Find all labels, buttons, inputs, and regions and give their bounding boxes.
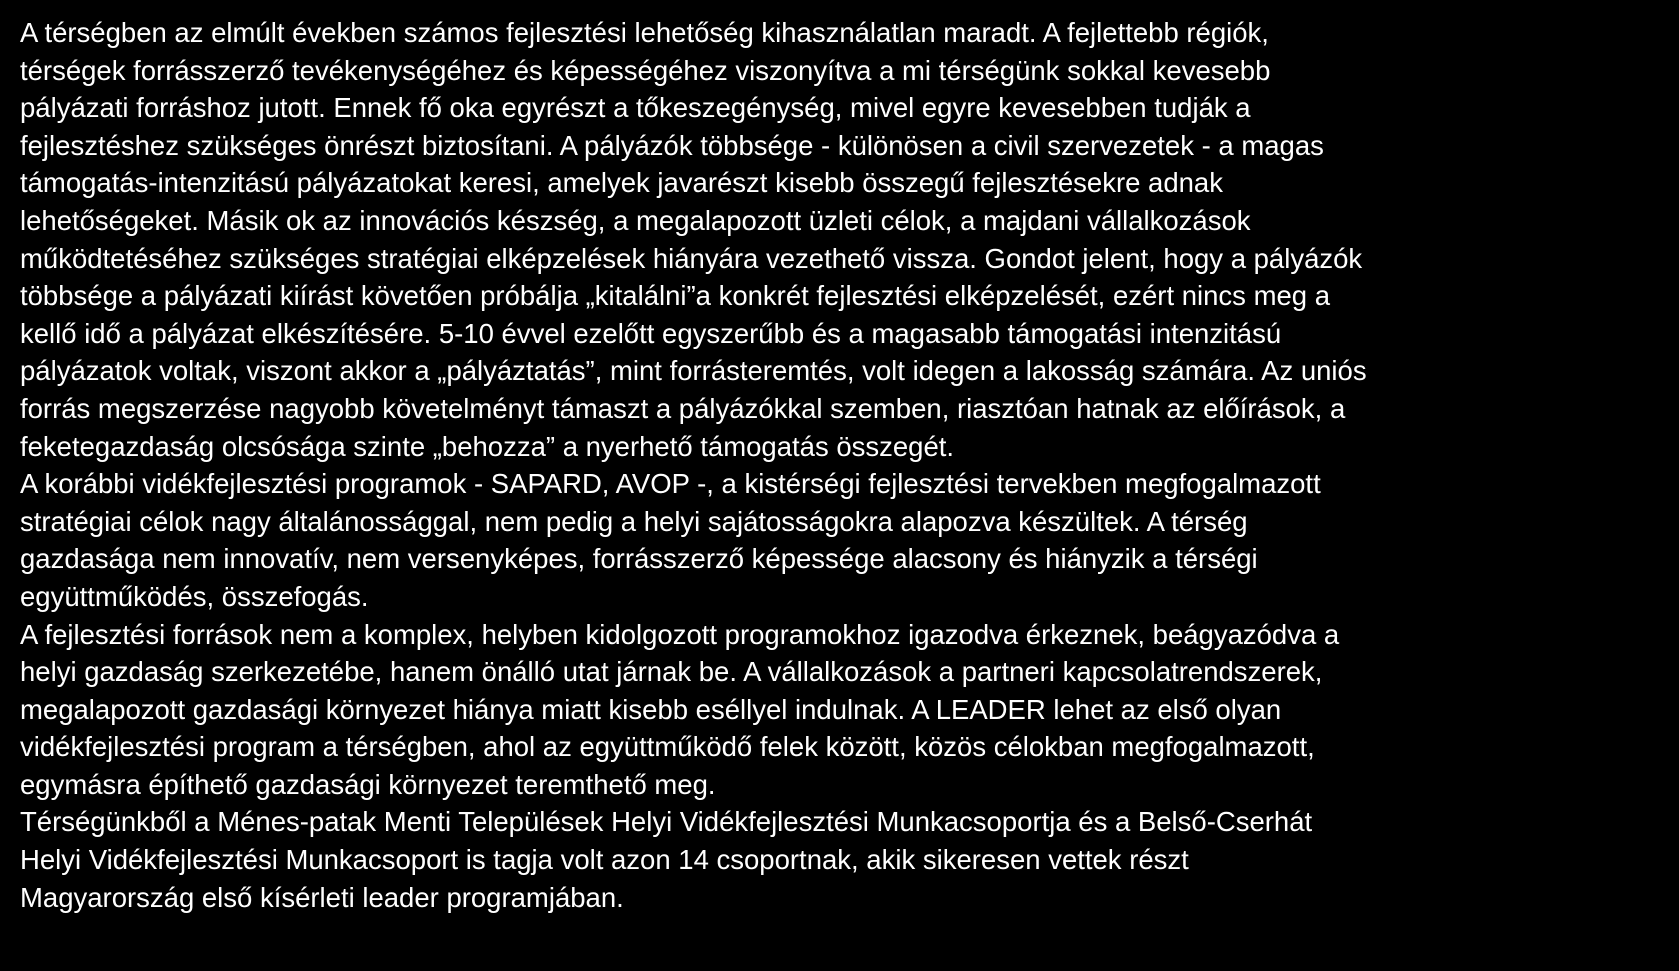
text-line: lehetőségeket. Másik ok az innovációs készség, a megalapozott üzleti célok, a majdani vállalkozások xyxy=(20,204,1251,236)
text-line: működtetéséhez szükséges stratégiai elképzelések hiányára vezethető vissza. Gondot jelent, hogy a pályázók xyxy=(20,242,1363,274)
text-line: feketegazdaság olcsósága szinte „behozza” a nyerhető támogatás összegét. xyxy=(20,430,955,462)
text-line: Helyi Vidékfejlesztési Munkacsoport is tagja volt azon 14 csoportnak, akik sikeresen vettek részt xyxy=(20,844,1189,876)
text-line: stratégiai célok nagy általánossággal, nem pedig a helyi sajátosságokra alapozva készültek. A térség xyxy=(20,505,1248,537)
text-line: A korábbi vidékfejlesztési programok - SAPARD, AVOP -, a kistérségi fejlesztési tervekben megfogalmazott xyxy=(20,468,1321,500)
text-line: pályázati forráshoz jutott. Ennek fő oka egyrészt a tőkeszegénység, mivel egyre kevesebben tudják a xyxy=(20,92,1251,124)
text-line: helyi gazdaság szerkezetébe, hanem önálló utat járnak be. A vállalkozások a partneri kapcsolatrendszerek, xyxy=(20,656,1323,688)
text-line: megalapozott gazdasági környezet hiánya miatt kisebb eséllyel indulnak. A LEADER lehet az első olyan xyxy=(20,693,1282,725)
text-line: pályázatok voltak, viszont akkor a „pályáztatás”, mint forrásteremtés, volt idegen a lakosság számára. Az uniós xyxy=(20,355,1367,387)
text-line: kellő idő a pályázat elkészítésére. 5-10 évvel ezelőtt egyszerűbb és a magasabb támogatási intenzitású xyxy=(20,317,1282,349)
text-line: gazdasága nem innovatív, nem versenyképes, forrásszerző képessége alacsony és hiányzik a térségi xyxy=(20,543,1258,575)
text-line: egymásra építhető gazdasági környezet teremthető meg. xyxy=(20,768,716,800)
text-line: A fejlesztési források nem a komplex, helyben kidolgozott programokhoz igazodva érkeznek, beágyazódva a xyxy=(20,618,1340,650)
text-line: fejlesztéshez szükséges önrészt biztosítani. A pályázók többsége - különösen a civil szervezetek - a magas xyxy=(20,129,1324,161)
text-line: forrás megszerzése nagyobb követelményt támaszt a pályázókkal szemben, riasztóan hatnak az előírások, a xyxy=(20,392,1346,424)
text-line: Térségünkből a Ménes-patak Menti Települések Helyi Vidékfejlesztési Munkacsoportja és a Belső-Cserhát xyxy=(20,806,1313,838)
text-line: többsége a pályázati kiírást követően próbálja „kitalálni”a konkrét fejlesztési elképzelését, ezért nincs meg a xyxy=(20,280,1330,312)
text-line: Magyarország első kísérleti leader programjában. xyxy=(20,881,624,913)
text-line: térségek forrásszerző tevékenységéhez és képességéhez viszonyítva a mi térségünk sokkal kevesebb xyxy=(20,54,1271,86)
text-line: együttműködés, összefogás. xyxy=(20,580,369,612)
text-line: támogatás-intenzitású pályázatokat keresi, amelyek javarészt kisebb összegű fejlesztésekre adnak xyxy=(20,167,1223,199)
text-line: A térségben az elmúlt években számos fejlesztési lehetőség kihasználatlan maradt. A fejlettebb régiók, xyxy=(20,17,1269,48)
text-line: vidékfejlesztési program a térségben, ahol az együttműködő felek között, közös célokban megfogalmazott, xyxy=(20,731,1315,763)
